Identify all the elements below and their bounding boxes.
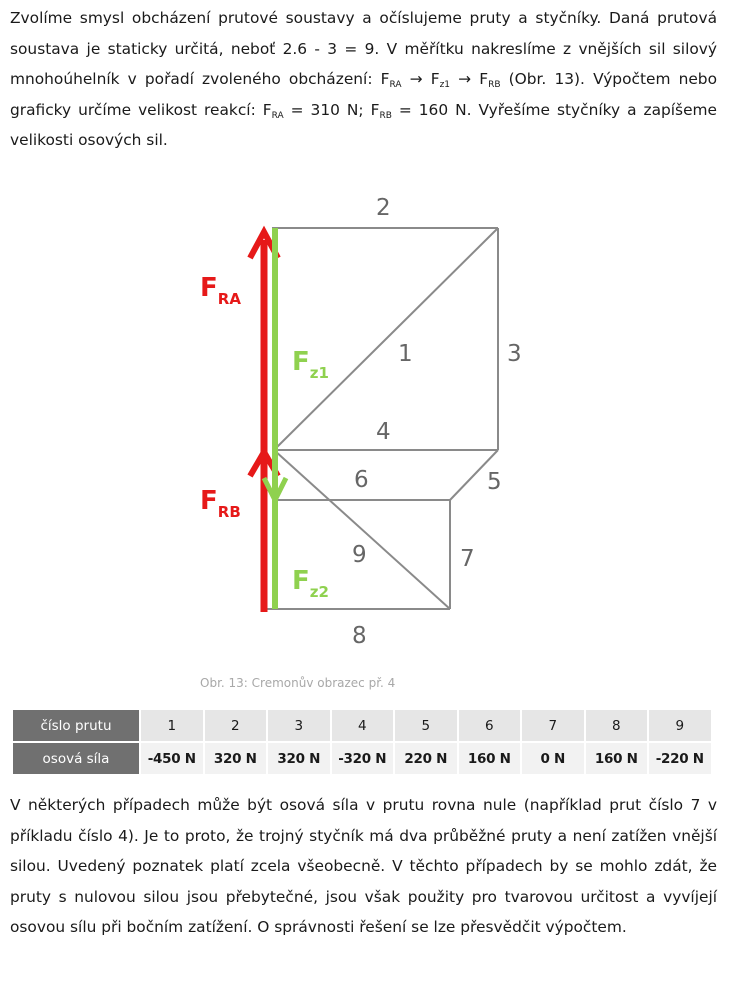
label-bar-4: 4 (376, 419, 391, 445)
fra-label-main: F (200, 273, 218, 303)
axial-force-cell: 160 N (586, 743, 648, 774)
fra-label (200, 273, 241, 308)
sub-z1: z1 (439, 80, 451, 91)
row-label-force: osová síla (13, 743, 139, 774)
label-bar-5: 5 (487, 469, 502, 495)
arrow-text-2: → F (450, 70, 489, 89)
bar-number-cell: 3 (268, 710, 330, 743)
bar-1-line (274, 228, 498, 450)
row-label-number: číslo prutu (13, 710, 139, 743)
axial-force-cell: 160 N (459, 743, 521, 774)
intro-text-2: (Obr. 13). Výpočtem nebo graficky určíme velikost reakcí: F (10, 70, 717, 119)
axial-force-cell: -450 N (141, 743, 203, 774)
label-bar-7: 7 (460, 546, 475, 572)
bar-number-cell: 8 (586, 710, 648, 743)
cremona-diagram (0, 185, 731, 665)
fz1-label-main: F (292, 347, 310, 377)
axial-force-cell: 320 N (268, 743, 330, 774)
fra-label-sub: RA (217, 290, 241, 308)
frb-label (200, 486, 241, 521)
figure-caption: Obr. 13: Cremonův obrazec př. 4 (200, 676, 396, 690)
label-bar-2: 2 (376, 195, 391, 221)
axial-force-cell: 220 N (395, 743, 457, 774)
label-bar-1: 1 (398, 341, 413, 367)
fz1-label (292, 347, 329, 382)
fz2-label-sub: z2 (309, 583, 329, 601)
intro-text-3: = 310 N; F (283, 100, 380, 119)
arrow-text-1: → F (401, 70, 440, 89)
conclusion-paragraph: V některých případech může být osová síla v prutu rovna nule (například prut číslo 7 v příkladu číslo 4). Je to proto, že trojný styčník má dva průběžné pruty a není zatížen vnější silou. Uvedený poznatek platí zcela všeobecně. V těchto případech by se mohlo zdát, že pruty s nulovou silou jsou přebytečné, jsou však použity pro tvarovou určitost a vyvíjejí osovou sílu při bočním zatížení. O správnosti řešení se lze přesvědčit výpočtem. (10, 796, 717, 937)
sub-rb-2: RB (379, 110, 392, 121)
label-bar-6: 6 (354, 467, 369, 493)
fz1-label-sub: z1 (309, 364, 329, 382)
bar-number-cell: 6 (459, 710, 521, 743)
sub-ra-2: RA (271, 110, 284, 121)
frb-label-main: F (200, 486, 218, 516)
intro-paragraph (10, 3, 717, 156)
fz2-label-main: F (292, 566, 310, 596)
label-bar-9: 9 (352, 542, 367, 568)
sub-ra: RA (389, 80, 402, 91)
axial-force-table (11, 710, 713, 774)
axial-force-cell: -220 N (649, 743, 711, 774)
table-row-forces (13, 743, 711, 774)
intro-text-1: Zvolíme smysl obcházení prutové soustavy a očíslujeme pruty a styčníky. Daná prutová soustava je staticky určitá, neboť 2.6 - 3 = 9. V měřítku nakreslíme z vnějších sil silový mnohoúhelník v pořadí zvoleného obcházení: F (10, 9, 717, 89)
bar-number-cell: 9 (649, 710, 711, 743)
bar-number-cell: 5 (395, 710, 457, 743)
bar-number-cell: 4 (332, 710, 394, 743)
frb-label-sub: RB (217, 503, 241, 521)
table-row-numbers (13, 710, 711, 743)
axial-force-cell: 0 N (522, 743, 584, 774)
bar-number-cell: 7 (522, 710, 584, 743)
fz2-label (292, 566, 329, 601)
bar-number-cell: 1 (141, 710, 203, 743)
bar-number-cell: 2 (205, 710, 267, 743)
intro-text-4: = 160 N. Vyřešíme styčníky a zapíšeme velikosti osových sil. (10, 100, 717, 150)
sub-rb: RB (488, 80, 501, 91)
axial-force-cell: 320 N (205, 743, 267, 774)
axial-force-cell: -320 N (332, 743, 394, 774)
label-bar-3: 3 (507, 341, 522, 367)
label-bar-8: 8 (352, 623, 367, 649)
